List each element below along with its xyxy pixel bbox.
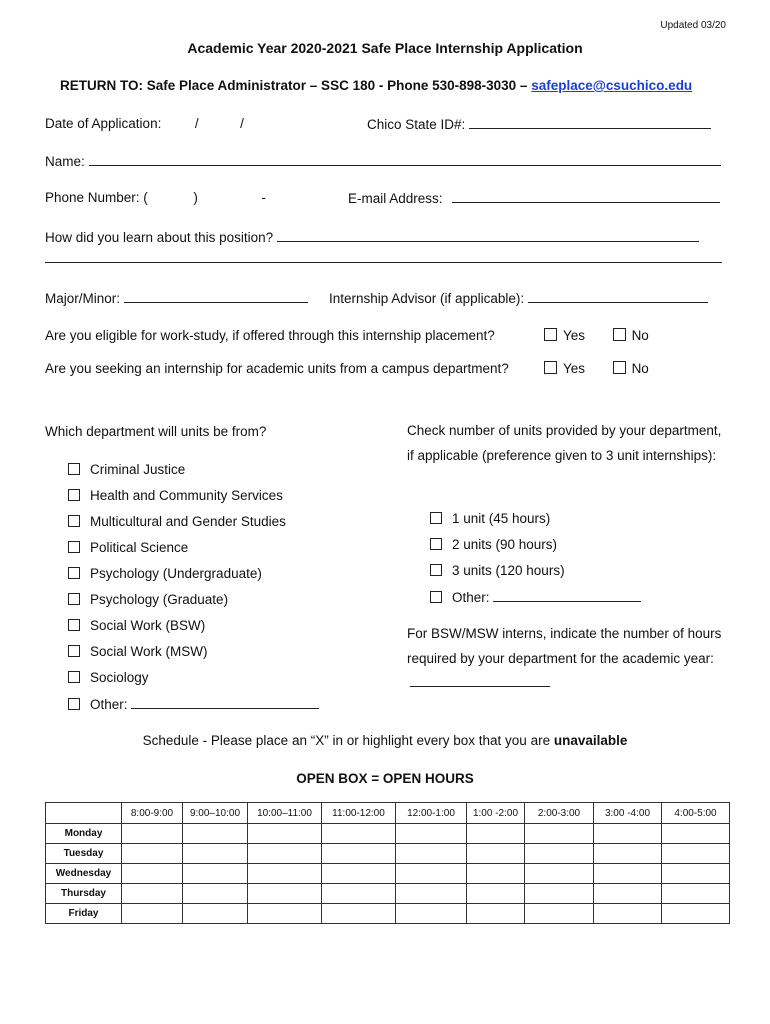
schedule-cell[interactable]	[322, 904, 396, 924]
yes-label: Yes	[563, 361, 586, 376]
schedule-cell[interactable]	[322, 824, 396, 844]
checkbox[interactable]	[68, 515, 80, 527]
department-option[interactable]: Political Science	[68, 540, 188, 555]
schedule-subtitle: OPEN BOX = OPEN HOURS	[296, 771, 474, 786]
academic-units-options	[544, 361, 649, 376]
phone-close-paren: )	[193, 190, 198, 205]
updated-date: Updated 03/20	[660, 20, 726, 31]
date-separator: /	[194, 116, 199, 131]
other-units-line[interactable]	[493, 589, 641, 602]
schedule-table	[45, 802, 730, 924]
department-option[interactable]: Social Work (BSW)	[68, 618, 205, 633]
schedule-cell[interactable]	[525, 844, 594, 864]
schedule-cell[interactable]	[662, 884, 730, 904]
schedule-header-row	[46, 803, 730, 824]
phone-dash: -	[261, 190, 266, 205]
checkbox[interactable]	[430, 591, 442, 603]
schedule-cell[interactable]	[122, 844, 183, 864]
schedule-cell[interactable]	[122, 884, 183, 904]
email-line[interactable]	[452, 190, 720, 203]
schedule-cell[interactable]	[396, 904, 467, 924]
schedule-cell[interactable]	[594, 824, 662, 844]
schedule-cell[interactable]	[662, 904, 730, 924]
bsw-msw-note	[407, 622, 727, 696]
schedule-instruction	[0, 733, 770, 748]
schedule-cell[interactable]	[594, 844, 662, 864]
date-of-application	[45, 116, 244, 131]
schedule-cell[interactable]	[396, 844, 467, 864]
schedule-cell[interactable]	[662, 824, 730, 844]
schedule-cell[interactable]	[183, 864, 248, 884]
schedule-cell[interactable]	[122, 824, 183, 844]
name-line[interactable]	[89, 153, 721, 166]
schedule-cell[interactable]	[248, 884, 322, 904]
learn-line[interactable]	[277, 229, 699, 242]
schedule-cell[interactable]	[183, 824, 248, 844]
return-to-text: RETURN TO: Safe Place Administrator – SSC 180 - Phone 530-898-3030 –	[60, 78, 528, 93]
day-label: Monday	[46, 824, 122, 844]
day-label: Thursday	[46, 884, 122, 904]
checkbox[interactable]	[68, 671, 80, 683]
work-study-no-checkbox[interactable]	[613, 328, 626, 341]
email-link[interactable]: safeplace@csuchico.edu	[531, 78, 693, 93]
units-question: Check number of units provided by your department, if applicable (preference given to 3 unit internships):	[407, 423, 722, 463]
day-label: Tuesday	[46, 844, 122, 864]
schedule-cell[interactable]	[396, 864, 467, 884]
major-line[interactable]	[124, 290, 308, 303]
time-header: 11:00-12:00	[322, 803, 396, 824]
schedule-cell[interactable]	[322, 884, 396, 904]
department-option[interactable]: Psychology (Graduate)	[68, 592, 228, 607]
unavailable-emphasis: unavailable	[553, 733, 628, 748]
schedule-cell[interactable]	[594, 884, 662, 904]
work-study-text: Are you eligible for work-study, if offered through this internship placement?	[45, 328, 495, 343]
schedule-cell[interactable]	[662, 864, 730, 884]
schedule-cell[interactable]	[594, 864, 662, 884]
academic-units-text: Are you seeking an internship for academic units from a campus department?	[45, 361, 509, 376]
name-label: Name:	[45, 154, 85, 169]
yes-label: Yes	[563, 328, 586, 343]
time-header: 3:00 -4:00	[594, 803, 662, 824]
time-header: 12:00-1:00	[396, 803, 467, 824]
major-label: Major/Minor:	[45, 291, 121, 306]
checkbox[interactable]	[68, 489, 80, 501]
schedule-row	[46, 864, 730, 884]
department-question: Which department will units be from?	[45, 424, 267, 439]
schedule-cell[interactable]	[467, 864, 525, 884]
unit-option[interactable]: 1 unit (45 hours)	[430, 511, 550, 526]
schedule-cell[interactable]	[248, 844, 322, 864]
chico-id-label: Chico State ID#:	[367, 117, 466, 132]
chico-id-field[interactable]	[367, 116, 711, 132]
schedule-cell[interactable]	[183, 844, 248, 864]
schedule-cell[interactable]	[248, 904, 322, 924]
time-header: 1:00 -2:00	[467, 803, 525, 824]
schedule-cell[interactable]	[662, 844, 730, 864]
checkbox[interactable]	[68, 567, 80, 579]
email-field[interactable]	[348, 190, 720, 206]
schedule-instruction-text: Schedule - Please place an “X” in or highlight every box that you are	[142, 733, 551, 748]
time-header: 2:00-3:00	[525, 803, 594, 824]
academic-units-no-checkbox[interactable]	[613, 361, 626, 374]
checkbox[interactable]	[68, 463, 80, 475]
schedule-row	[46, 884, 730, 904]
day-label: Wednesday	[46, 864, 122, 884]
learn-line-2[interactable]	[45, 262, 722, 263]
day-label: Friday	[46, 904, 122, 924]
checkbox[interactable]	[68, 645, 80, 657]
department-option[interactable]: Health and Community Services	[68, 488, 283, 503]
learn-label: How did you learn about this position?	[45, 230, 274, 245]
name-field[interactable]	[45, 153, 721, 169]
schedule-cell[interactable]	[525, 904, 594, 924]
schedule-row	[46, 844, 730, 864]
checkbox[interactable]	[68, 619, 80, 631]
no-label: No	[631, 328, 649, 343]
corner-cell	[46, 803, 122, 824]
schedule-cell[interactable]	[122, 904, 183, 924]
schedule-row	[46, 824, 730, 844]
bsw-hours-line[interactable]	[410, 674, 550, 687]
advisor-line[interactable]	[528, 290, 708, 303]
schedule-cell[interactable]	[248, 824, 322, 844]
advisor-label: Internship Advisor (if applicable):	[329, 291, 525, 306]
department-option[interactable]: Criminal Justice	[68, 462, 185, 477]
work-study-options	[544, 328, 649, 343]
bsw-msw-text: For BSW/MSW interns, indicate the number of hours required by your department for the academic year:	[407, 626, 722, 666]
schedule-cell[interactable]	[525, 864, 594, 884]
email-label: E-mail Address:	[348, 191, 443, 206]
schedule-cell[interactable]	[467, 824, 525, 844]
major-field[interactable]	[45, 290, 308, 306]
other-department-line[interactable]	[131, 696, 319, 709]
schedule-cell[interactable]	[183, 904, 248, 924]
schedule-cell[interactable]	[396, 824, 467, 844]
checkbox[interactable]	[68, 541, 80, 553]
schedule-cell[interactable]	[396, 884, 467, 904]
checkbox[interactable]	[68, 698, 80, 710]
academic-units-question	[45, 361, 509, 376]
checkbox[interactable]	[430, 538, 442, 550]
academic-units-yes-checkbox[interactable]	[544, 361, 557, 374]
schedule-row	[46, 904, 730, 924]
schedule-cell[interactable]	[525, 884, 594, 904]
department-option[interactable]: Social Work (MSW)	[68, 644, 208, 659]
phone-label: Phone Number: (	[45, 190, 148, 205]
work-study-question	[45, 328, 495, 343]
time-header: 9:00–10:00	[183, 803, 248, 824]
schedule-cell[interactable]	[322, 864, 396, 884]
unit-option-other[interactable]: Other:	[430, 589, 641, 605]
department-option[interactable]: Multicultural and Gender Studies	[68, 514, 286, 529]
form-title: Academic Year 2020-2021 Safe Place Internship Application	[187, 40, 583, 56]
schedule-cell[interactable]	[467, 844, 525, 864]
date-label: Date of Application:	[45, 116, 162, 131]
schedule-cell[interactable]	[322, 844, 396, 864]
checkbox[interactable]	[430, 564, 442, 576]
schedule-cell[interactable]	[122, 864, 183, 884]
return-to-line	[60, 78, 692, 93]
schedule-cell[interactable]	[467, 884, 525, 904]
learn-field[interactable]	[45, 229, 699, 245]
schedule-cell[interactable]	[248, 864, 322, 884]
checkbox[interactable]	[430, 512, 442, 524]
date-separator: /	[240, 116, 244, 131]
schedule-cell[interactable]	[467, 904, 525, 924]
work-study-yes-checkbox[interactable]	[544, 328, 557, 341]
checkbox[interactable]	[68, 593, 80, 605]
chico-id-line[interactable]	[469, 116, 711, 129]
schedule-cell[interactable]	[594, 904, 662, 924]
department-option-other[interactable]: Other:	[68, 696, 319, 712]
time-header: 4:00-5:00	[662, 803, 730, 824]
department-option[interactable]: Psychology (Undergraduate)	[68, 566, 262, 581]
time-header: 8:00-9:00	[122, 803, 183, 824]
unit-option[interactable]: 2 units (90 hours)	[430, 537, 557, 552]
schedule-cell[interactable]	[525, 824, 594, 844]
no-label: No	[631, 361, 649, 376]
time-header: 10:00–11:00	[248, 803, 322, 824]
department-option[interactable]: Sociology	[68, 670, 149, 685]
phone-field[interactable]	[45, 190, 266, 205]
schedule-cell[interactable]	[183, 884, 248, 904]
advisor-field[interactable]	[329, 290, 708, 306]
unit-option[interactable]: 3 units (120 hours)	[430, 563, 565, 578]
